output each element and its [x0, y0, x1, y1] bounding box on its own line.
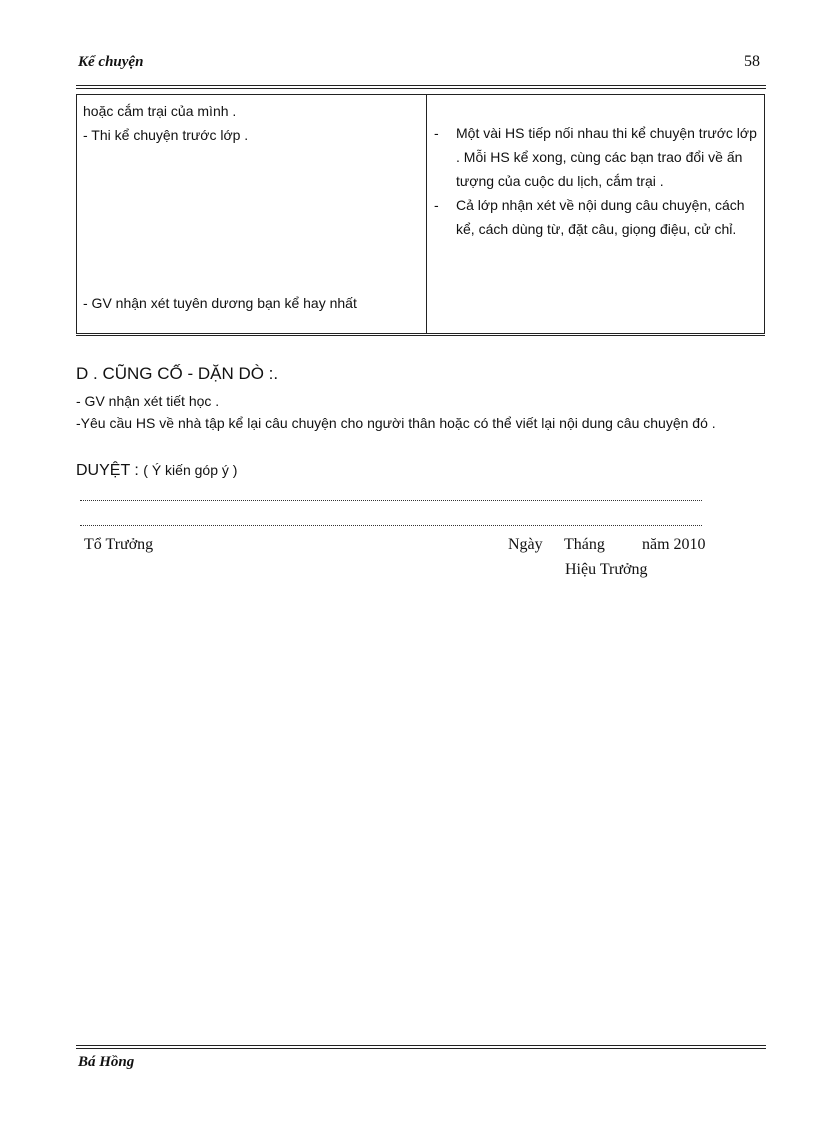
signature-date — [508, 536, 706, 554]
section-line-1: - GV nhận xét tiết học . — [76, 393, 220, 409]
header-title: Kể chuyện — [78, 54, 144, 70]
date-month: Tháng — [564, 536, 605, 553]
approval-label: DUYỆT : — [76, 462, 139, 479]
section-heading: D . CŨNG CỐ - DẶN DÒ :. — [76, 364, 279, 383]
list-item-text: Cả lớp nhận xét về nội dung câu chuyện, cách kể, cách dùng từ, đặt câu, giọng điệu, cử chỉ. — [456, 197, 745, 237]
list-dash: - — [434, 197, 439, 213]
table-row — [77, 95, 765, 335]
student-activity-list — [427, 121, 762, 241]
page-number: 58 — [744, 53, 760, 70]
teacher-line-2: - Thi kể chuyện trước lớp . — [83, 127, 249, 143]
signature-principal: Hiệu Trưởng — [565, 561, 648, 578]
teacher-line-3: - GV nhận xét tuyên dương bạn kể hay nhất — [83, 295, 357, 311]
approval-subheading: ( Ý kiến góp ý ) — [143, 462, 238, 478]
footer-name: Bá Hồng — [78, 1054, 135, 1070]
date-year: năm 2010 — [642, 536, 706, 553]
activity-table — [76, 94, 765, 336]
student-column — [427, 95, 765, 335]
teacher-line-1: hoặc cắm trại của mình . — [83, 103, 237, 119]
section-body — [76, 390, 766, 434]
header-divider — [76, 85, 766, 89]
comment-line — [80, 525, 702, 526]
list-dash: - — [434, 125, 439, 141]
signature-head-of-group: Tổ Trưởng — [84, 536, 154, 553]
list-item — [427, 121, 762, 193]
date-day: Ngày — [508, 536, 543, 553]
footer-divider — [76, 1045, 766, 1049]
section-line-2: -Yêu cầu HS về nhà tập kể lại câu chuyện cho người thân hoặc có thể viết lại nội dung câu chuyện đó . — [76, 415, 716, 431]
teacher-column — [77, 95, 427, 335]
comment-line — [80, 500, 702, 501]
list-item — [427, 193, 762, 241]
approval-heading — [76, 462, 237, 480]
list-item-text: Một vài HS tiếp nối nhau thi kể chuyện trước lớp . Mỗi HS kể xong, cùng các bạn trao đổi về ấn tượng của cuộc du lịch, cắm trại . — [456, 125, 757, 189]
